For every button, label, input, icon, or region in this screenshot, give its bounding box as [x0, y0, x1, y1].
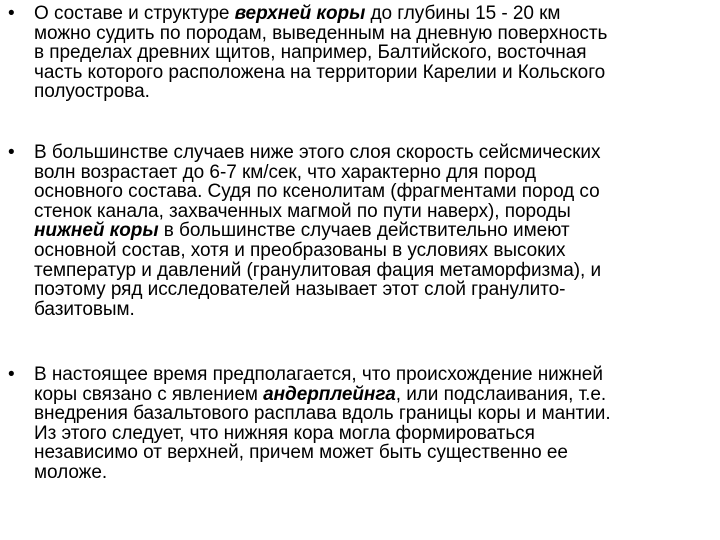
bullet-dot-icon: •: [8, 3, 15, 24]
text-line: моложе.: [34, 461, 108, 483]
text-line: нижней коры в большинстве случаев действительно имеют: [34, 220, 570, 242]
text-line: основной состав, хотя и преобразованы в условиях высоких: [34, 239, 566, 261]
text-line: Из этого следует, что нижняя кора могла формироваться: [34, 422, 535, 444]
text-line: в пределах древних щитов, например, Балтийского, восточная: [34, 42, 587, 64]
text-line: коры связано с явлением андерплейнга, или подслаивания, т.е.: [34, 383, 607, 405]
bullet-paragraph: [34, 143, 718, 319]
emphasized-term: нижней коры: [34, 220, 159, 242]
bullet-paragraph: [34, 4, 718, 102]
bullet-dot-icon: •: [8, 142, 15, 163]
text-line: можно судить по породам, выведенным на дневную поверхность: [34, 22, 608, 44]
text-line: стенок канала, захваченных магмой по пути наверх), породы: [34, 200, 571, 222]
text-line: внедрения базальтового расплава вдоль границы коры и мантии.: [34, 403, 611, 425]
text-line: О составе и структуре верхней коры до глубины 15 - 20 км: [34, 3, 561, 24]
bullet-paragraph: [34, 365, 718, 483]
text-line: В большинстве случаев ниже этого слоя скорость сейсмических: [34, 142, 601, 163]
text-line: базитовым.: [34, 298, 135, 320]
text-line: полуострова.: [34, 81, 150, 103]
text-line: основного состава. Судя по ксенолитам (фрагментами пород со: [34, 181, 600, 203]
emphasized-term: верхней коры: [234, 3, 366, 24]
text-line: независимо от верхней, причем может быть существенно ее: [34, 442, 568, 464]
text-line: волн возрастает до 6-7 км/сек, что характерно для пород: [34, 161, 537, 183]
text-line: часть которого расположена на территории Карелии и Кольского: [34, 61, 606, 83]
bullet-dot-icon: •: [8, 364, 15, 385]
emphasized-term: андерплейнга: [263, 383, 396, 405]
text-line: поэтому ряд исследователей называет этот слой гранулито-: [34, 279, 566, 301]
text-line: температур и давлений (гранулитовая фация метаморфизма), и: [34, 259, 602, 281]
text-line: В настоящее время предполагается, что происхождение нижней: [34, 364, 603, 385]
